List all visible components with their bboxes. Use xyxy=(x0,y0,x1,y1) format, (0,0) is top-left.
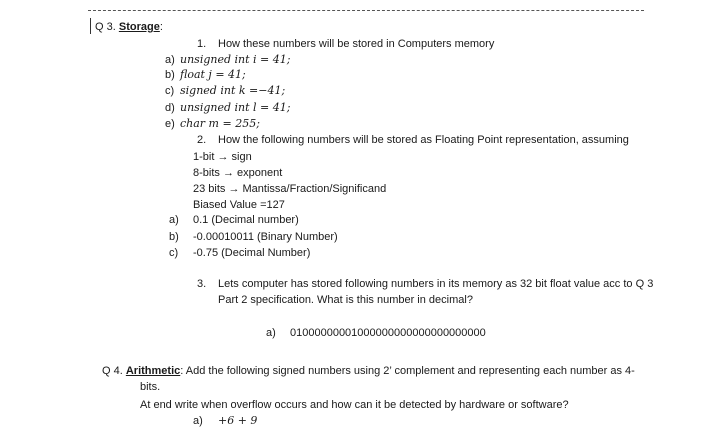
margin-bar xyxy=(90,18,91,34)
q3-part1-expr-b: float j = 41; xyxy=(180,68,246,81)
q3-part2-spec-exponent: 8-bits → exponent xyxy=(193,167,283,179)
q3-part1-label-e: e) xyxy=(165,118,175,130)
q3-part3-line1: Lets computer has stored following numbers in its memory as 32 bit float value acc to Q 3 xyxy=(218,278,654,290)
q3-heading xyxy=(95,20,163,34)
q3-part2-item-a: 0.1 (Decimal number) xyxy=(193,214,299,226)
q3-part2-spec-bias: Biased Value =127 xyxy=(193,199,285,211)
q3-part2-label-a: a) xyxy=(169,214,179,226)
q3-part1-expr-a: unsigned int i = 41; xyxy=(180,53,291,66)
q3-part3-number: 3. xyxy=(197,278,207,290)
q4-label-a: a) xyxy=(193,415,203,427)
q3-part2-label-c: c) xyxy=(169,247,179,259)
q3-part3-label-a: a) xyxy=(266,327,276,339)
q3-part2-label-b: b) xyxy=(169,231,179,243)
q3-part2-text: How the following numbers will be stored as Floating Point representation, assuming xyxy=(218,134,629,146)
q3-part1-text: How these numbers will be stored in Computers memory xyxy=(218,38,495,50)
q3-part1-label-c: c) xyxy=(165,85,175,97)
q3-part2-spec-mantissa: 23 bits → Mantissa/Fraction/Significand xyxy=(193,183,387,195)
q3-part3-line2: Part 2 specification. What is this number in decimal? xyxy=(218,294,473,306)
q4-text3: At end write when overflow occurs and how can it be detected by hardware or software? xyxy=(140,399,569,411)
top-dashed-rule xyxy=(88,10,644,11)
q3-part1-label-b: b) xyxy=(165,69,175,81)
q4-number: Q 4. xyxy=(102,365,123,377)
q4-expr-a: +6 + 9 xyxy=(218,414,258,427)
q3-part1-expr-d: unsigned int l = 41; xyxy=(180,101,291,114)
q3-part2-number: 2. xyxy=(197,134,207,146)
q4-text2: bits. xyxy=(140,381,161,393)
q3-part2-item-c: -0.75 (Decimal Number) xyxy=(193,247,311,259)
q3-part2-item-b: -0.00010011 (Binary Number) xyxy=(193,231,338,243)
q3-part1-label-a: a) xyxy=(165,54,175,66)
q3-part3-binary-value: 01000000001000000000000000000000 xyxy=(290,327,486,339)
q3-title: Storage xyxy=(118,21,160,33)
q3-part1-expr-c: signed int k =−41; xyxy=(180,84,286,97)
q3-part1-expr-e: char m = 255; xyxy=(180,117,260,130)
q4-text1: : Add the following signed numbers using 2’ complement and representing each number as 4- xyxy=(180,365,635,377)
q3-part1-label-d: d) xyxy=(165,102,175,114)
q3-part1-number: 1. xyxy=(197,38,207,50)
q3-number: Q 3. xyxy=(95,21,116,33)
q4-line1 xyxy=(102,364,635,378)
q3-part2-spec-sign: 1-bit → sign xyxy=(193,151,252,163)
q3-title-suffix: : xyxy=(159,21,163,33)
q4-title: Arithmetic xyxy=(125,365,181,377)
